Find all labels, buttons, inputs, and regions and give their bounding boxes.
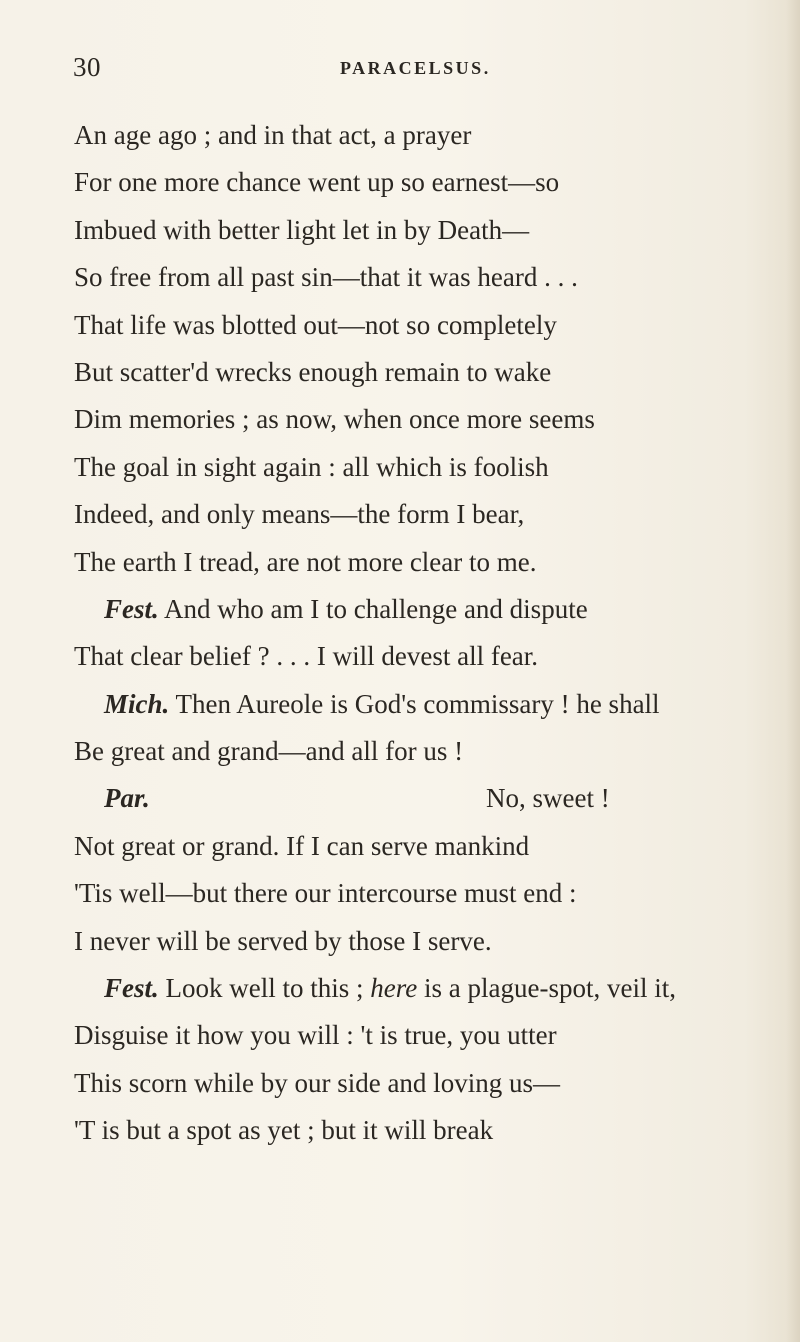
speaker-name: Mich. [104,688,170,719]
line-text: Not great or grand. If I can serve mankind [74,830,530,861]
verse-line [74,112,794,159]
running-title: PARACELSUS. [340,58,491,78]
verse-line [74,302,794,349]
line-text: Then Aureole is God's commissary ! he shall [175,688,660,719]
line-text: That clear belief ? . . . I will devest all fear. [74,641,539,672]
line-text: This scorn while by our side and loving us— [74,1067,560,1098]
line-text: So free from all past sin—that it was heard . . . [74,262,578,293]
line-text: No, sweet ! [486,783,610,814]
speaker-name: Fest. [104,593,159,624]
verse-line [74,349,794,396]
verse-line [74,539,794,586]
verse-line [74,633,794,680]
verse-line-speech [74,965,794,1012]
page-header [0,52,800,84]
verse-line [74,159,794,206]
verse-line [74,728,794,775]
verse-line-speech [74,586,794,633]
line-text: I never will be served by those I serve. [74,925,492,956]
verse-line [74,1012,794,1059]
line-text: That life was blotted out—not so completely [74,309,557,340]
page-number: 30 [73,52,101,82]
line-text: And who am I to challenge and dispute [164,593,588,624]
line-text: For one more chance went up so earnest—so [74,167,560,198]
verse-line [74,396,794,443]
line-text: Be great and grand—and all for us ! [74,736,464,767]
speaker-name: Par. [104,783,150,814]
verse-line [74,254,794,301]
line-text: An age ago ; and in that act, a prayer [74,120,472,150]
verse-line [74,1107,794,1154]
verse-line [74,918,794,965]
line-text: 'T is but a spot as yet ; but it will break [74,1115,494,1146]
line-text: Indeed, and only means—the form I bear, [74,499,525,530]
verse-line [74,491,794,538]
line-text: Look well to this ; [165,973,364,1004]
line-text: But scatter'd wrecks enough remain to wake [74,356,552,387]
verse-line [74,444,794,491]
verse-line-speech [74,775,794,822]
line-text: is a plague-spot, veil it, [424,973,676,1004]
verse-line [74,870,794,917]
verse-line [74,207,794,254]
emphasized-word: here [370,973,418,1004]
verse-line [74,823,794,870]
line-text: Dim memories ; as now, when once more seems [74,404,595,435]
line-text: Imbued with better light let in by Death— [74,214,530,245]
line-text: The earth I tread, are not more clear to me. [74,546,537,577]
verse-line [74,1060,794,1107]
line-text: Disguise it how you will : 't is true, you utter [74,1020,557,1051]
line-text: 'Tis well—but there our intercourse must end : [74,878,577,909]
verse-line-speech [74,681,794,728]
verse-block [74,112,794,1155]
speaker-name: Fest. [104,973,159,1004]
line-text: The goal in sight again : all which is foolish [74,451,549,482]
